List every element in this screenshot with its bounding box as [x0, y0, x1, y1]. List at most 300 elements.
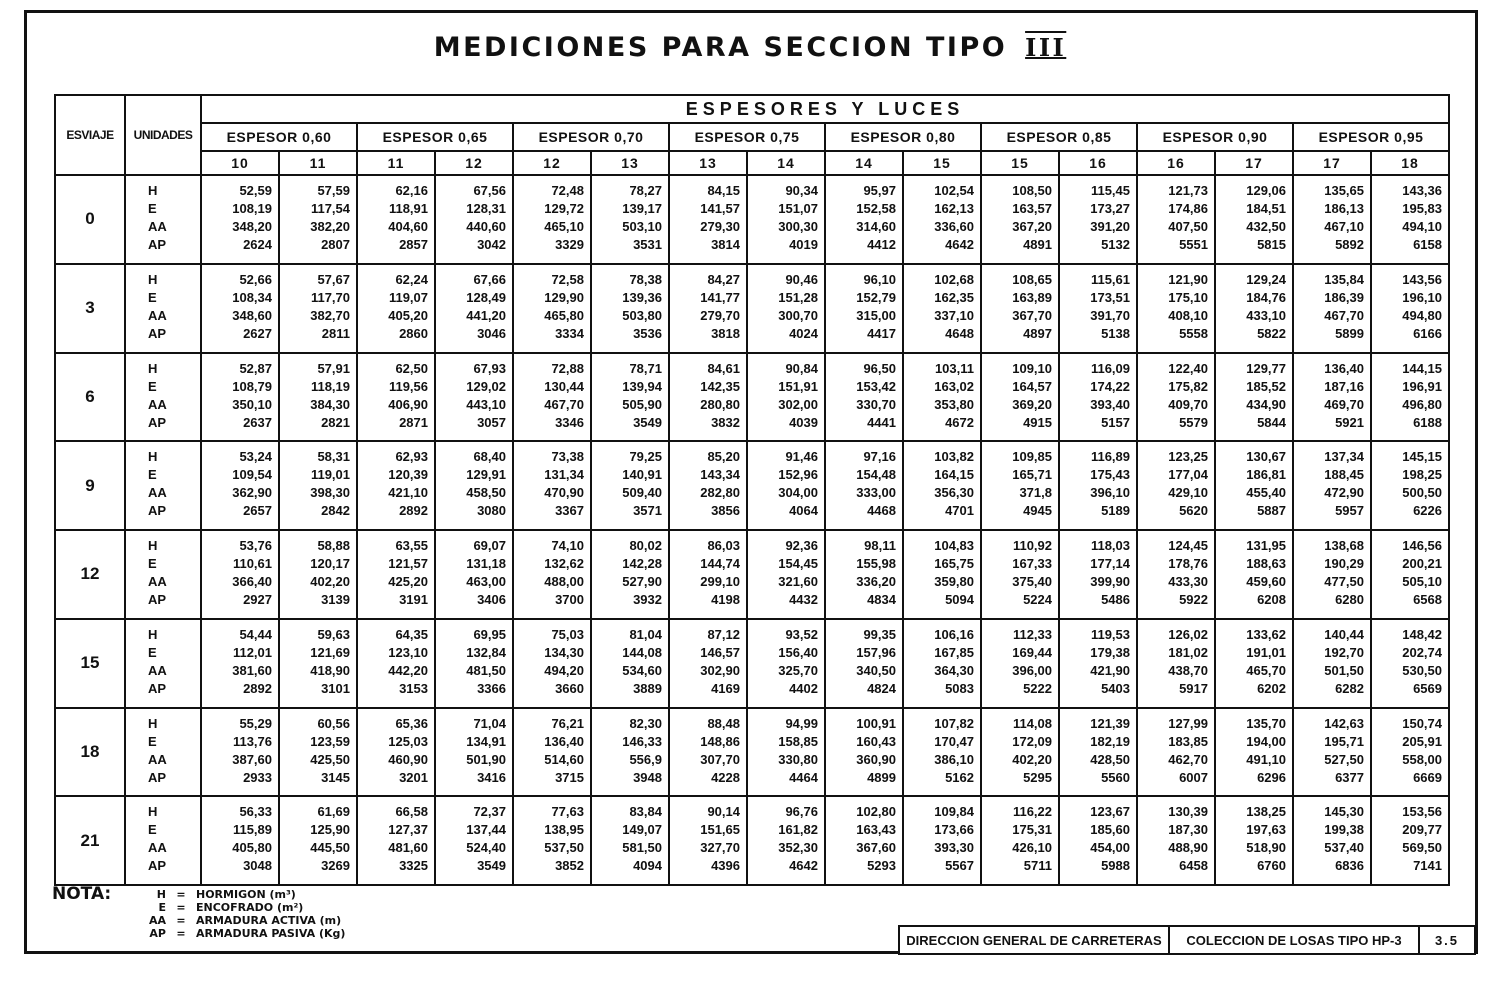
unit-label: E — [148, 644, 157, 660]
value: 161,82 — [778, 822, 818, 838]
value: 121,90 — [1168, 271, 1208, 287]
note-equals: = — [176, 901, 186, 914]
value: 4824 — [867, 680, 896, 696]
value: 121,69 — [310, 644, 350, 660]
value-cell — [435, 796, 513, 885]
value: 467,70 — [1324, 307, 1364, 323]
value: 5157 — [1101, 414, 1130, 430]
value: 174,22 — [1090, 378, 1130, 394]
value: 62,16 — [395, 183, 428, 198]
value: 110,61 — [232, 556, 272, 571]
value: 2842 — [321, 503, 350, 519]
value: 505,90 — [622, 396, 662, 412]
value-cell — [279, 353, 357, 442]
value: 191,01 — [1246, 644, 1286, 660]
value: 123,10 — [388, 644, 428, 660]
value: 367,70 — [1012, 307, 1052, 323]
value: 162,35 — [934, 289, 974, 305]
unit-label: H — [148, 538, 158, 553]
note-item — [144, 888, 444, 901]
value: 53,76 — [239, 538, 272, 553]
value: 84,15 — [707, 183, 740, 198]
value-cell — [825, 441, 903, 530]
value: 194,00 — [1246, 733, 1286, 749]
value: 120,17 — [310, 556, 350, 571]
value: 425,50 — [310, 751, 350, 767]
value: 108,19 — [232, 201, 272, 216]
value-cell — [513, 708, 591, 797]
value: 524,40 — [466, 840, 506, 856]
value: 114,08 — [1012, 715, 1052, 731]
value: 4464 — [789, 769, 818, 785]
value: 5293 — [867, 858, 896, 874]
value-cell — [1371, 353, 1449, 442]
value: 3549 — [477, 858, 506, 874]
value: 195,71 — [1324, 733, 1364, 749]
value: 80,02 — [629, 538, 662, 553]
value: 86,03 — [707, 538, 740, 553]
header-luz: 14 — [747, 151, 825, 175]
value: 135,65 — [1324, 183, 1364, 198]
value: 505,10 — [1402, 574, 1442, 589]
value: 108,34 — [232, 289, 272, 305]
value-cell — [435, 530, 513, 619]
value: 336,20 — [856, 574, 896, 589]
value-cell — [435, 353, 513, 442]
value: 477,50 — [1324, 574, 1364, 589]
value: 5560 — [1101, 769, 1130, 785]
value: 162,13 — [934, 201, 974, 216]
value: 434,90 — [1246, 396, 1286, 412]
unit-label: H — [148, 183, 158, 198]
value: 173,51 — [1090, 289, 1130, 305]
value: 185,60 — [1090, 822, 1130, 838]
value: 186,81 — [1246, 467, 1286, 483]
value: 314,60 — [856, 219, 896, 234]
value: 6669 — [1413, 769, 1442, 785]
value: 2892 — [243, 680, 272, 696]
value-cell — [435, 264, 513, 353]
table-row — [55, 530, 1449, 619]
value: 455,40 — [1246, 485, 1286, 501]
value: 129,06 — [1246, 183, 1286, 198]
value: 4417 — [867, 325, 896, 341]
value: 151,07 — [778, 201, 818, 216]
value: 4024 — [789, 325, 818, 341]
value-cell — [591, 353, 669, 442]
value: 81,04 — [629, 626, 662, 642]
value: 139,94 — [622, 378, 662, 394]
value: 157,96 — [856, 644, 896, 660]
value: 118,03 — [1090, 538, 1130, 553]
value: 3549 — [633, 414, 662, 430]
value-cell — [1059, 708, 1137, 797]
value: 167,33 — [1012, 556, 1052, 571]
value-cell — [591, 796, 669, 885]
value: 163,43 — [856, 822, 896, 838]
esviaje-value: 6 — [55, 353, 125, 442]
value: 530,50 — [1402, 662, 1442, 678]
esviaje-value: 15 — [55, 619, 125, 708]
value: 71,04 — [473, 715, 506, 731]
value: 178,76 — [1168, 556, 1208, 571]
header-luz: 13 — [669, 151, 747, 175]
value: 64,35 — [395, 626, 428, 642]
note-abbr: E — [158, 901, 166, 914]
value: 94,99 — [785, 715, 818, 731]
value: 77,63 — [551, 804, 584, 820]
value-cell — [279, 264, 357, 353]
value: 109,10 — [1012, 360, 1052, 376]
value: 69,07 — [473, 538, 506, 553]
table-row — [55, 175, 1449, 264]
value: 4701 — [945, 503, 974, 519]
value: 454,00 — [1090, 840, 1130, 856]
value: 302,00 — [778, 396, 818, 412]
value: 4468 — [867, 503, 896, 519]
value: 3700 — [555, 592, 584, 607]
header-luz: 11 — [279, 151, 357, 175]
value-cell — [513, 264, 591, 353]
footer-org-text: DIRECCION GENERAL DE CARRETERAS — [906, 932, 1162, 948]
value-cell — [903, 353, 981, 442]
value: 2821 — [321, 414, 350, 430]
value-cell — [591, 619, 669, 708]
note-item — [144, 914, 444, 927]
value-cell — [669, 264, 747, 353]
value: 138,25 — [1246, 804, 1286, 820]
value-cell — [981, 441, 1059, 530]
value: 3057 — [477, 414, 506, 430]
value: 199,38 — [1324, 822, 1364, 838]
footer-sheet-text: 3.5 — [1434, 932, 1460, 948]
value: 181,02 — [1168, 644, 1208, 660]
value-cell — [591, 708, 669, 797]
value: 109,85 — [1012, 449, 1052, 465]
value-cell — [1215, 708, 1293, 797]
value: 514,60 — [544, 751, 584, 767]
value: 5892 — [1335, 237, 1364, 252]
value: 175,10 — [1168, 289, 1208, 305]
unit-label: AP — [148, 858, 167, 874]
value: 127,99 — [1168, 715, 1208, 731]
value-cell — [747, 619, 825, 708]
value: 3145 — [321, 769, 350, 785]
value: 6166 — [1413, 325, 1442, 341]
value: 75,03 — [551, 626, 584, 642]
value: 108,79 — [232, 378, 272, 394]
value: 375,40 — [1012, 574, 1052, 589]
value: 112,33 — [1012, 626, 1052, 642]
value: 352,30 — [778, 840, 818, 856]
value: 481,50 — [466, 662, 506, 678]
value-cell — [279, 441, 357, 530]
value: 5486 — [1101, 592, 1130, 607]
value-cell — [435, 175, 513, 264]
value-cell — [825, 708, 903, 797]
value: 5222 — [1023, 680, 1052, 696]
footer-org — [898, 925, 1170, 955]
value: 381,60 — [232, 662, 272, 678]
value: 5551 — [1179, 237, 1208, 252]
measurements-table — [54, 94, 1450, 886]
value-cell — [357, 619, 435, 708]
value: 153,56 — [1402, 804, 1442, 820]
title-main: MEDICIONES PARA SECCION TIPO — [433, 32, 1008, 63]
value: 327,70 — [700, 840, 740, 856]
value: 59,63 — [317, 626, 350, 642]
value-cell — [1059, 175, 1137, 264]
value: 333,00 — [856, 485, 896, 501]
value: 130,39 — [1168, 804, 1208, 820]
value: 142,28 — [622, 556, 662, 571]
value: 302,90 — [700, 662, 740, 678]
value: 4899 — [867, 769, 896, 785]
value: 501,50 — [1324, 662, 1364, 678]
value: 465,70 — [1246, 662, 1286, 678]
value: 139,17 — [622, 201, 662, 216]
value: 527,50 — [1324, 751, 1364, 767]
value: 72,37 — [473, 804, 506, 820]
value: 279,30 — [700, 219, 740, 234]
value: 118,19 — [310, 378, 350, 394]
note-desc: ARMADURA PASIVA (Kg) — [196, 927, 346, 940]
value: 5138 — [1101, 325, 1130, 341]
value: 558,00 — [1402, 751, 1442, 767]
value: 123,59 — [310, 733, 350, 749]
value: 87,12 — [707, 626, 740, 642]
value-cell — [1215, 441, 1293, 530]
value-cell — [669, 796, 747, 885]
value: 106,16 — [934, 626, 974, 642]
unit-label: AP — [148, 237, 167, 252]
header-luz: 16 — [1137, 151, 1215, 175]
header-espesor: ESPESOR 0,95 — [1293, 123, 1449, 151]
value-cell — [825, 175, 903, 264]
value: 177,04 — [1168, 467, 1208, 483]
value: 5921 — [1335, 414, 1364, 430]
value: 336,60 — [934, 219, 974, 234]
value: 198,25 — [1402, 467, 1442, 483]
table-row — [55, 619, 1449, 708]
value: 107,82 — [934, 715, 974, 731]
value: 144,08 — [622, 644, 662, 660]
value: 132,62 — [544, 556, 584, 571]
value: 53,24 — [239, 449, 272, 465]
value: 382,20 — [310, 219, 350, 234]
value-cell — [825, 264, 903, 353]
note-list — [144, 888, 444, 940]
value: 463,00 — [466, 574, 506, 589]
value-cell — [825, 619, 903, 708]
value: 4412 — [867, 237, 896, 252]
value: 143,36 — [1402, 183, 1442, 198]
value: 404,60 — [388, 219, 428, 234]
value-cell — [903, 708, 981, 797]
value-cell — [981, 264, 1059, 353]
value: 84,27 — [707, 271, 740, 287]
value: 421,90 — [1090, 662, 1130, 678]
value: 5224 — [1023, 592, 1052, 607]
value-cell — [279, 530, 357, 619]
value: 184,51 — [1246, 201, 1286, 216]
unit-label: AA — [148, 662, 167, 678]
value: 5295 — [1023, 769, 1052, 785]
value: 190,29 — [1324, 556, 1364, 571]
value-cell — [201, 708, 279, 797]
value: 145,15 — [1402, 449, 1442, 465]
unit-label: AA — [148, 485, 167, 501]
value-cell — [591, 530, 669, 619]
header-luz: 10 — [201, 151, 279, 175]
value: 135,84 — [1324, 271, 1364, 287]
value: 83,84 — [629, 804, 662, 820]
value: 196,10 — [1402, 289, 1442, 305]
value: 409,70 — [1168, 396, 1208, 412]
value-cell — [591, 264, 669, 353]
value: 135,70 — [1246, 715, 1286, 731]
value: 182,19 — [1090, 733, 1130, 749]
value: 55,29 — [239, 715, 272, 731]
value: 4402 — [789, 680, 818, 696]
value: 69,95 — [473, 626, 506, 642]
value: 145,30 — [1324, 804, 1364, 820]
value: 405,20 — [388, 307, 428, 323]
value-cell — [357, 708, 435, 797]
value-cell — [903, 796, 981, 885]
value-cell — [747, 530, 825, 619]
value: 2637 — [243, 414, 272, 430]
value: 391,20 — [1090, 219, 1130, 234]
note-desc: ARMADURA ACTIVA (m) — [196, 914, 342, 927]
value: 90,14 — [707, 804, 740, 820]
value: 163,02 — [934, 378, 974, 394]
value: 5403 — [1101, 680, 1130, 696]
value: 3531 — [633, 237, 662, 252]
value: 438,70 — [1168, 662, 1208, 678]
header-luz: 17 — [1215, 151, 1293, 175]
value: 129,91 — [466, 467, 506, 483]
unit-label: H — [148, 715, 158, 731]
value-cell — [201, 175, 279, 264]
value: 73,38 — [551, 449, 584, 465]
value-cell — [1059, 441, 1137, 530]
value-cell — [1059, 530, 1137, 619]
value: 4169 — [711, 680, 740, 696]
value: 469,70 — [1324, 396, 1364, 412]
value: 6296 — [1257, 769, 1286, 785]
value: 129,02 — [466, 378, 506, 394]
value: 149,07 — [622, 822, 662, 838]
header-unidades: UNIDADES — [125, 95, 201, 175]
value: 116,22 — [1012, 804, 1052, 820]
value-cell — [1293, 530, 1371, 619]
value: 5711 — [1023, 858, 1052, 874]
value: 2807 — [321, 237, 350, 252]
value-cell — [669, 619, 747, 708]
esviaje-value: 12 — [55, 530, 125, 619]
value: 103,11 — [934, 360, 974, 376]
value: 494,20 — [544, 662, 584, 678]
unit-label: H — [148, 626, 158, 642]
value: 4019 — [789, 237, 818, 252]
value: 158,85 — [778, 733, 818, 749]
unit-label: H — [148, 449, 158, 465]
value-cell — [747, 175, 825, 264]
units-cell — [125, 353, 201, 442]
value: 187,30 — [1168, 822, 1208, 838]
value: 2811 — [321, 325, 350, 341]
value: 185,52 — [1246, 378, 1286, 394]
value: 109,84 — [934, 804, 974, 820]
value: 78,27 — [629, 183, 662, 198]
value-cell — [201, 264, 279, 353]
value: 88,48 — [707, 715, 740, 731]
value-cell — [513, 441, 591, 530]
value-cell — [1137, 264, 1215, 353]
value: 4094 — [633, 858, 662, 874]
value: 467,10 — [1324, 219, 1364, 234]
note-desc: ENCOFRADO (m²) — [196, 901, 304, 914]
value: 151,65 — [700, 822, 740, 838]
value: 459,60 — [1246, 574, 1286, 589]
value-cell — [201, 441, 279, 530]
value: 139,36 — [622, 289, 662, 305]
value: 4672 — [945, 414, 974, 430]
value-cell — [1137, 530, 1215, 619]
value: 200,21 — [1402, 556, 1442, 571]
value: 5132 — [1101, 237, 1130, 252]
value: 121,73 — [1168, 183, 1208, 198]
value: 2871 — [399, 414, 428, 430]
value: 138,68 — [1324, 538, 1364, 553]
unit-label: AA — [148, 751, 167, 767]
unit-label: E — [148, 822, 157, 838]
value: 282,80 — [700, 485, 740, 501]
value: 113,76 — [232, 733, 272, 749]
value: 4039 — [789, 414, 818, 430]
value: 458,50 — [466, 485, 506, 501]
value: 109,54 — [232, 467, 272, 483]
value: 119,07 — [388, 289, 428, 305]
header-luz: 11 — [357, 151, 435, 175]
value: 142,63 — [1324, 715, 1364, 731]
value: 3346 — [555, 414, 584, 430]
value: 307,70 — [700, 751, 740, 767]
value: 82,30 — [629, 715, 662, 731]
value-cell — [279, 619, 357, 708]
value: 534,60 — [622, 662, 662, 678]
value: 122,40 — [1168, 360, 1208, 376]
value: 356,30 — [934, 485, 974, 501]
value: 300,30 — [778, 219, 818, 234]
value: 433,30 — [1168, 574, 1208, 589]
value: 470,90 — [544, 485, 584, 501]
value-cell — [1371, 708, 1449, 797]
value: 465,80 — [544, 307, 584, 323]
value: 138,95 — [544, 822, 584, 838]
value: 440,60 — [466, 219, 506, 234]
value-cell — [1059, 796, 1137, 885]
value: 121,57 — [388, 556, 428, 571]
units-cell — [125, 264, 201, 353]
value: 3139 — [321, 592, 350, 607]
unit-label: AA — [148, 219, 167, 234]
value: 503,80 — [622, 307, 662, 323]
value: 3818 — [711, 325, 740, 341]
value: 4648 — [945, 325, 974, 341]
value: 3406 — [477, 592, 506, 607]
